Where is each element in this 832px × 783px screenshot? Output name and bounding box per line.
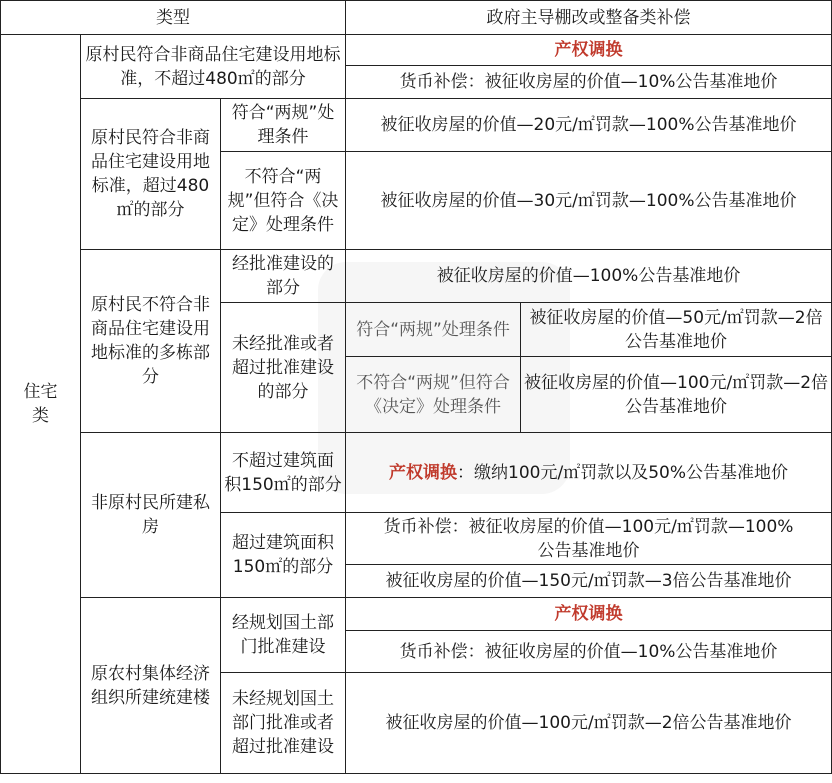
g3-sub1-value: 被征收房屋的价值—50元/㎡罚款—2倍公告基准地价 [521,303,832,357]
category-cell: 住宅类 [1,35,81,774]
table-row [1,250,832,303]
g3-value1: 被征收房屋的价值—100%公告基准地价 [346,250,832,303]
header-type: 类型 [1,1,346,35]
g5-cond2: 未经规划国土部门批准或者超过批准建设 [221,673,346,774]
g3-sub2-value: 被征收房屋的价值—100元/㎡罚款—2倍公告基准地价 [521,357,832,433]
g2-value1: 被征收房屋的价值—20元/㎡罚款—100%公告基准地价 [346,99,832,152]
g4-cond2: 超过建筑面积150㎡的部分 [221,513,346,598]
header-compensation: 政府主导棚改或整备类补偿 [346,1,832,35]
g5-swap: 产权调换 [346,598,832,631]
g5-cond1: 经规划国土部门批准建设 [221,598,346,673]
g2-cond2: 不符合“两规”但符合《决定》处理条件 [221,152,346,250]
header-row [1,1,832,35]
g4-swap-rest: ：缴纳100元/㎡罚款以及50%公告基准地价 [457,462,789,483]
g1-cash: 货币补偿：被征收房屋的价值—10%公告基准地价 [346,66,832,99]
g3-sub2: 不符合“两规”但符合《决定》处理条件 [346,357,521,433]
table-row [1,598,832,631]
table-row [1,35,832,66]
g4-label: 非原村民所建私房 [81,433,221,598]
g4-swap-label: 产权调换 [389,462,458,483]
g1-swap: 产权调换 [346,35,832,66]
g2-label: 原村民符合非商品住宅建设用地标准，超过480㎡的部分 [81,99,221,250]
g2-cond1: 符合“两规”处理条件 [221,99,346,152]
g5-cash: 货币补偿：被征收房屋的价值—10%公告基准地价 [346,631,832,673]
g3-cond2: 未经批准或者超过批准建设的部分 [221,303,346,433]
g4-value2: 货币补偿：被征收房屋的价值—100元/㎡罚款—100%公告基准地价 [346,513,832,565]
table-row [1,433,832,513]
table-row [1,99,832,152]
g1-label: 原村民符合非商品住宅建设用地标准，不超过480㎡的部分 [81,35,346,99]
g5-value2: 被征收房屋的价值—100元/㎡罚款—2倍公告基准地价 [346,673,832,774]
g3-label: 原村民不符合非商品住宅建设用地标准的多栋部分 [81,250,221,433]
g4-value3: 被征收房屋的价值—150元/㎡罚款—3倍公告基准地价 [346,565,832,598]
g5-label: 原农村集体经济组织所建统建楼 [81,598,221,774]
g4-cond1: 不超过建筑面积150㎡的部分 [221,433,346,513]
g2-value2: 被征收房屋的价值—30元/㎡罚款—100%公告基准地价 [346,152,832,250]
g3-cond1: 经批准建设的部分 [221,250,346,303]
g3-sub1: 符合“两规”处理条件 [346,303,521,357]
g4-value1 [346,433,832,513]
